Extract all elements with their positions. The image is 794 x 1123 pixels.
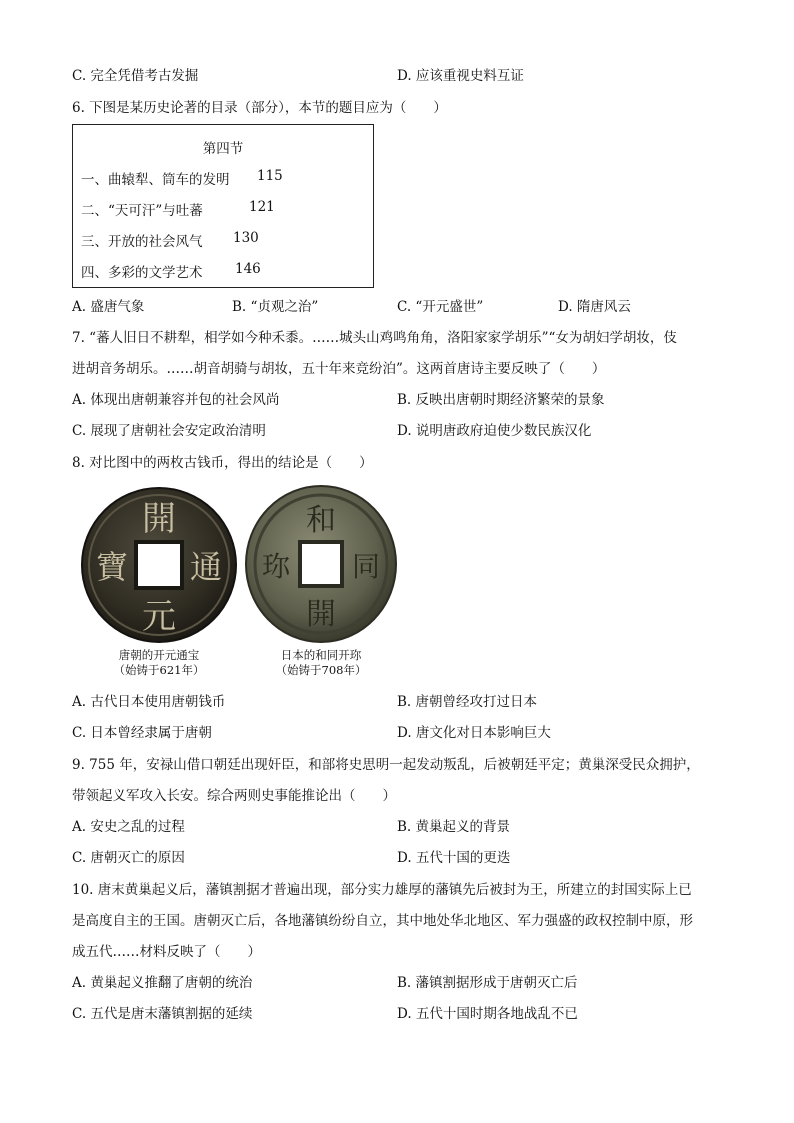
q9-option-a[interactable]: A. 安史之乱的过程 [72,819,185,835]
q8-option-a[interactable]: A. 古代日本使用唐朝钱币 [72,694,226,710]
q7-stem-line1: 7. “蕃人旧日不耕犁，相学如今种禾黍。……城头山鸡鸣角角，洛阳家家学胡乐”“女为胡妇学胡妆，伎 [72,330,677,346]
coin2-glyph-top: 和 [306,503,336,538]
toc-title: 第四节 [202,141,244,157]
coin1-glyph-left: 寶 [95,548,129,586]
coin1-glyph-top: 開 [142,499,176,539]
q7-option-a[interactable]: A. 体现出唐朝兼容并包的社会风尚 [72,392,280,408]
q9-option-b[interactable]: B. 黄巢起义的背景 [397,819,511,835]
toc-row-1: 一、曲辕犁、筒车的发明 [81,172,230,188]
q10-option-b[interactable]: B. 藩镇割据形成于唐朝灭亡后 [397,975,578,991]
toc-page-4: 146 [235,261,261,277]
toc-page-1: 115 [257,168,283,184]
coin1-glyph-bottom: 元 [142,597,176,637]
q10-stem-line2: 是高度自主的王国。唐朝灭亡后，各地藩镇纷纷自立，其中地处华北地区、军力强盛的政权控制中原，形 [72,913,693,929]
q10-option-c[interactable]: C. 五代是唐末藩镇割据的延续 [72,1006,253,1022]
q6-toc-box [72,124,374,288]
coin2-caption-date: （始铸于708年） [275,663,367,677]
q9-option-c[interactable]: C. 唐朝灭亡的原因 [72,850,185,866]
toc-page-2: 121 [249,199,275,215]
q8-option-d[interactable]: D. 唐文化对日本影响巨大 [397,725,551,741]
toc-row-2: 二、“天可汗”与吐蕃 [81,203,203,219]
wado-kaichin-coin [244,484,398,648]
toc-row-4: 四、多彩的文学艺术 [81,265,203,281]
kaiyuan-tongbao-coin [80,486,238,648]
coin1-glyph-right: 通 [189,548,223,586]
coin1-caption-name: 唐朝的开元通宝 [118,648,200,662]
coin2-caption-name: 日本的和同开珎 [280,648,362,662]
coin2-glyph-bottom: 開 [306,597,336,632]
q7-option-d[interactable]: D. 说明唐政府迫使少数民族汉化 [397,423,592,439]
q8-option-b[interactable]: B. 唐朝曾经攻打过日本 [397,694,538,710]
coin2-caption [244,648,398,678]
coin2-glyph-right: 同 [351,550,381,583]
q6-option-a[interactable]: A. 盛唐气象 [72,299,145,315]
q10-option-d[interactable]: D. 五代十国时期各地战乱不已 [397,1006,578,1022]
q10-stem-line3: 成五代……材料反映了（ ） [72,944,261,960]
q5-option-d[interactable]: D. 应该重视史料互证 [397,68,524,84]
coin1-caption [80,648,238,678]
q8-option-c[interactable]: C. 日本曾经隶属于唐朝 [72,725,212,741]
q7-option-b[interactable]: B. 反映出唐朝时期经济繁荣的景象 [397,392,605,408]
coin1-caption-date: （始铸于621年） [113,663,205,677]
q7-stem-line2: 进胡音务胡乐。……胡音胡骑与胡妆，五十年来竞纷泊”。这两首唐诗主要反映了（ ） [72,361,606,377]
q10-stem-line1: 10. 唐末黄巢起义后，藩镇割据才普遍出现，部分实力雄厚的藩镇先后被封为王，所建立的封国实际上已 [72,882,692,898]
q6-option-c[interactable]: C. “开元盛世” [397,299,484,315]
coin2-glyph-left: 珎 [261,550,291,583]
q7-option-c[interactable]: C. 展现了唐朝社会安定政治清明 [72,423,266,439]
q6-option-b[interactable]: B. “贞观之治” [232,299,319,315]
q6-stem: 6. 下图是某历史论著的目录（部分），本节的题目应为（ ） [72,100,447,116]
q9-stem-line1: 9. 755 年，安禄山借口朝廷出现奸臣，和部将史思明一起发动叛乱，后被朝廷平定；黄巢深受民众拥护， [72,757,700,773]
toc-page-3: 130 [233,230,259,246]
toc-row-3: 三、开放的社会风气 [81,234,203,250]
q5-option-c[interactable]: C. 完全凭借考古发掘 [72,68,199,84]
q10-option-a[interactable]: A. 黄巢起义推翻了唐朝的统治 [72,975,253,991]
q6-option-d[interactable]: D. 隋唐风云 [558,299,631,315]
q8-stem: 8. 对比图中的两枚古钱币，得出的结论是（ ） [72,455,373,471]
q9-option-d[interactable]: D. 五代十国的更迭 [397,850,511,866]
q9-stem-line2: 带领起义军攻入长安。综合两则史事能推论出（ ） [72,788,396,804]
